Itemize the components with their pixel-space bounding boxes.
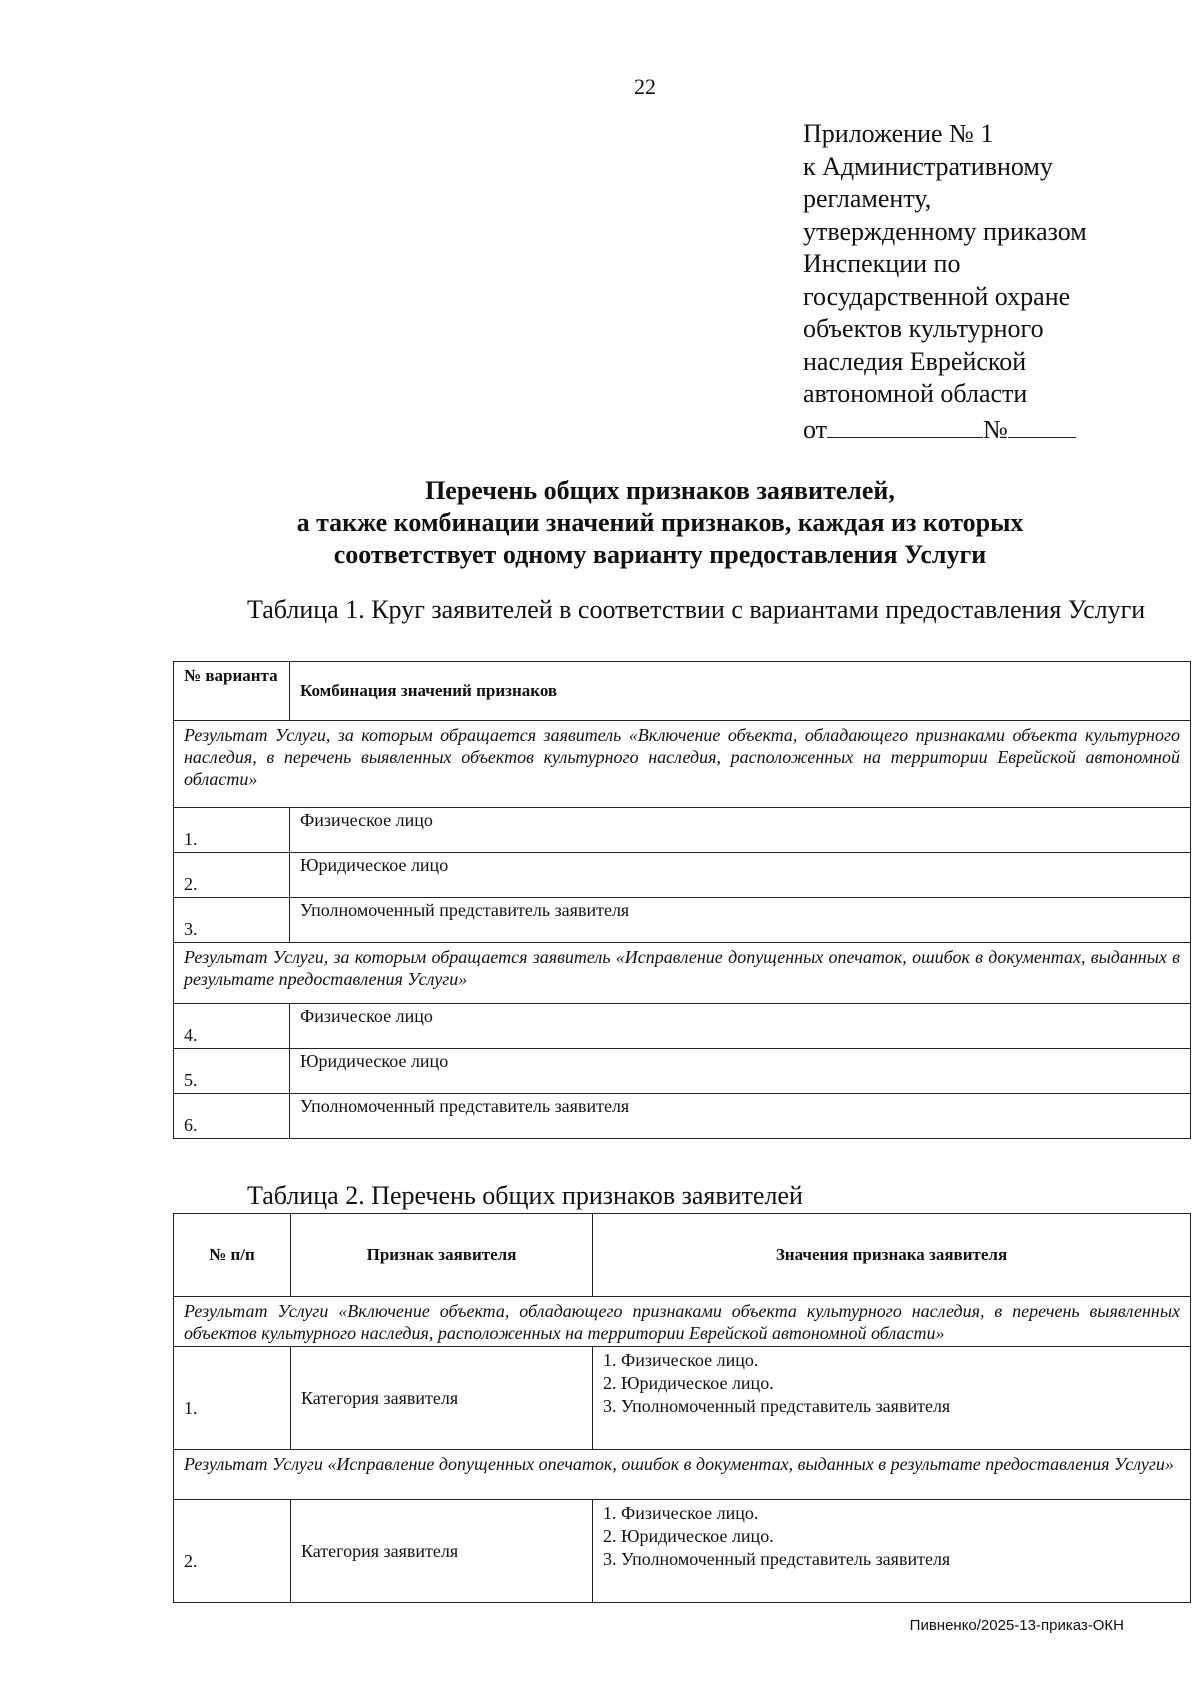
section-row	[174, 943, 1191, 1004]
section-row	[174, 721, 1191, 808]
title-line: Перечень общих признаков заявителей,	[425, 476, 895, 505]
annex-date-line	[803, 411, 1087, 447]
variant-number: 2.	[174, 853, 290, 898]
combination-value: Физическое лицо	[290, 808, 1191, 853]
table2-caption: Таблица 2. Перечень общих признаков заявителей	[247, 1181, 803, 1210]
combination-value: Юридическое лицо	[290, 853, 1191, 898]
header-variant-number: № варианта	[174, 662, 290, 721]
header-row-number: № п/п	[174, 1214, 291, 1297]
annex-line: утвержденному приказом	[803, 216, 1087, 246]
annex-block	[803, 118, 1087, 446]
table-row	[174, 1094, 1191, 1139]
variant-number: 1.	[174, 808, 290, 853]
table-applicants-by-variant	[173, 661, 1191, 1139]
section-row	[174, 1450, 1191, 1500]
title-line: соответствует одному варианту предоставления Услуги	[333, 540, 987, 569]
page-number: 22	[634, 74, 656, 99]
attribute-value: 3. Уполномоченный представитель заявителя	[603, 1549, 951, 1569]
variant-number: 3.	[174, 898, 290, 943]
combination-value: Уполномоченный представитель заявителя	[290, 1094, 1191, 1139]
annex-line: наследия Еврейской	[803, 346, 1027, 376]
variant-number: 5.	[174, 1049, 290, 1094]
document-title	[160, 475, 1160, 571]
combination-value: Физическое лицо	[290, 1004, 1191, 1049]
attribute-value: 1. Физическое лицо.	[603, 1503, 759, 1523]
attribute-value: 1. Физическое лицо.	[603, 1350, 759, 1370]
table-row	[174, 853, 1191, 898]
combination-value: Уполномоченный представитель заявителя	[290, 898, 1191, 943]
table-row	[174, 1004, 1191, 1049]
row-number: 2.	[174, 1500, 291, 1603]
variant-number: 4.	[174, 1004, 290, 1049]
table-applicant-attributes	[173, 1213, 1191, 1603]
annex-line: объектов культурного	[803, 314, 1044, 343]
annex-line: регламенту,	[803, 184, 932, 213]
annex-line: к Административному	[803, 151, 1053, 181]
table-row	[174, 808, 1191, 853]
date-prefix: от	[803, 414, 828, 444]
table-row	[174, 1347, 1191, 1450]
annex-line: Инспекции по	[803, 249, 961, 278]
number-blank	[1008, 411, 1076, 438]
variant-number: 6.	[174, 1094, 290, 1139]
header-attribute: Признак заявителя	[291, 1214, 593, 1297]
annex-line: автономной области	[803, 379, 1028, 408]
section-row	[174, 1297, 1191, 1347]
title-line: а также комбинации значений признаков, каждая из которых	[296, 508, 1024, 537]
table1-caption: Таблица 1. Круг заявителей в соответствии с вариантами предоставления Услуги	[247, 595, 1146, 624]
attribute-value: 2. Юридическое лицо.	[603, 1373, 774, 1393]
section-text: Результат Услуги «Включение объекта, обладающего признаками объекта культурного наследия, в перечень выявленных объектов культурного наследия, расположенных на территории Еврейской автономной области»	[174, 1297, 1191, 1347]
attribute-name: Категория заявителя	[291, 1500, 593, 1603]
section-text: Результат Услуги «Исправление допущенных опечаток, ошибок в документах, выданных в результате предоставления Услуги»	[174, 1450, 1191, 1500]
attribute-name: Категория заявителя	[291, 1347, 593, 1450]
header-combination: Комбинация значений признаков	[290, 662, 1191, 721]
attribute-value: 2. Юридическое лицо.	[603, 1526, 774, 1546]
attribute-value: 3. Уполномоченный представитель заявителя	[603, 1396, 951, 1416]
row-number: 1.	[174, 1347, 291, 1450]
combination-value: Юридическое лицо	[290, 1049, 1191, 1094]
table-row	[174, 898, 1191, 943]
annex-line: Приложение № 1	[803, 119, 994, 148]
table-row	[174, 1500, 1191, 1603]
table-header-row	[174, 1214, 1191, 1297]
attribute-values	[593, 1347, 1191, 1450]
document-footer: Пивненко/2025-13-приказ-ОКН	[909, 1617, 1124, 1634]
header-attribute-values: Значения признака заявителя	[593, 1214, 1191, 1297]
table-header-row	[174, 662, 1191, 721]
section-text: Результат Услуги, за которым обращается заявитель «Включение объекта, обладающего признаками объекта культурного наследия, в перечень выявленных объектов культурного наследия, расположенных на территории Еврейской автономной области»	[174, 721, 1191, 808]
annex-line: государственной охране	[803, 281, 1071, 311]
attribute-values	[593, 1500, 1191, 1603]
date-blank	[827, 411, 983, 438]
table-row	[174, 1049, 1191, 1094]
number-sign: №	[983, 414, 1008, 444]
section-text: Результат Услуги, за которым обращается заявитель «Исправление допущенных опечаток, ошибок в документах, выданных в результате предоставления Услуги»	[174, 943, 1191, 1004]
